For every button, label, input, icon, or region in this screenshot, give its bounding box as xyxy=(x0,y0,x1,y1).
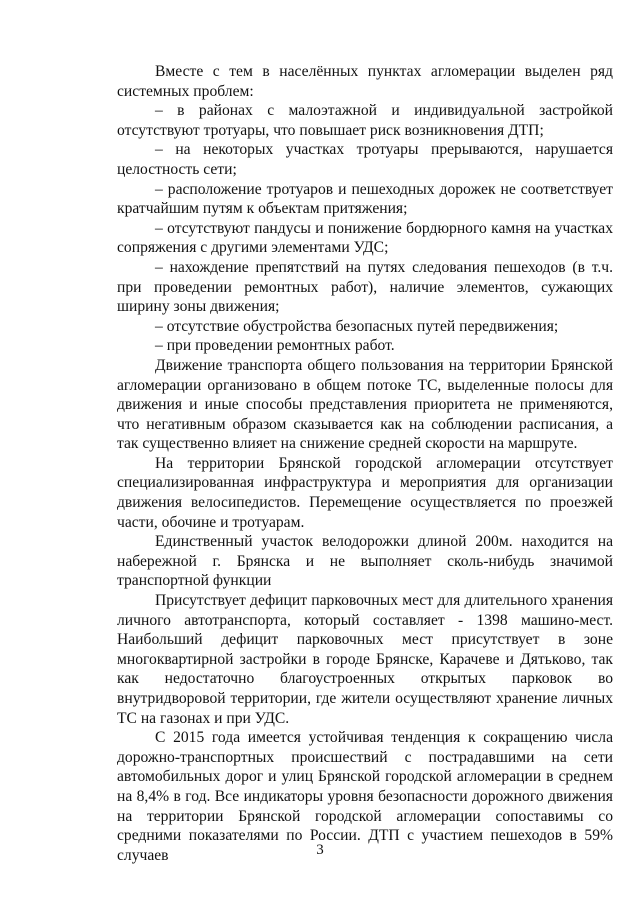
list-item-sidewalks-missing: – в районах с малоэтажной и индивидуальной застройкой отсутствуют тротуары, что повышает риск возникновения ДТП; xyxy=(117,102,613,139)
paragraph-accidents: С 2015 года имеется устойчивая тенденция к сокращению числа дорожно-транспортных происшествий с пострадавшими на сети автомобильных дорог и улиц Брянской городской агломерации в среднем на 8,4% в год. Все индикаторы уровня безопасности дорожного движения на территории Брянской городской агломерации сопоставимы со средними показателями по России. ДТП с участием пешеходов в 59% случаев xyxy=(117,729,613,864)
intro-paragraph: Вместе с тем в населённых пунктах агломерации выделен ряд системных проблем: xyxy=(117,63,613,100)
list-item-sidewalk-routes: – расположение тротуаров и пешеходных дорожек не соответствует кратчайшим путям к объектам притяжения; xyxy=(117,180,613,218)
paragraph-public-transport: Движение транспорта общего пользования на территории Брянской агломерации организовано в общем потоке ТС, выделенные полосы для движения и иные способы представления приоритета не применяются, что негативным образом сказывается как на соблюдении расписания, а так существенно влияет на снижение средней скорости на маршруте. xyxy=(117,356,613,453)
list-item-obstacles: – нахождение препятствий на путях следования пешеходов (в т.ч. при проведении ремонтных работ), наличие элементов, сужающих ширину зоны движения; xyxy=(117,258,613,316)
paragraph-parking: Присутствует дефицит парковочных мест для длительного хранения личного автотранспорта, который составляет - 1398 машино-мест. Наибольший дефицит парковочных мест присутствует в зоне многоквартирной застройки в городе Брянске, Карачеве и Дятьково, так как недостаточно благоустроенных открытых парковок во внутридворовой территории, где жители осуществляют хранение личных ТС на газонах и при УДС. xyxy=(117,592,613,727)
paragraph-cyclists: На территории Брянской городской агломерации отсутствует специализированная инфраструктура и мероприятия для организации движения велосипедистов. Перемещение осуществляется по проезжей части, обочине и тротуарам. xyxy=(117,454,613,531)
paragraph-bike-lane: Единственный участок велодорожки длиной 200м. находится на набережной г. Брянска и не выполняет сколь-нибудь значимой транспортной функции xyxy=(117,533,613,590)
list-item-repair-works: – при проведении ремонтных работ. xyxy=(155,337,395,355)
list-item-safe-paths: – отсутствие обустройства безопасных путей передвижения; xyxy=(155,317,559,335)
page-number: 3 xyxy=(316,842,324,858)
list-item-ramps-missing: – отсутствуют пандусы и понижение бордюрного камня на участках сопряжения с другими элементами УДС; xyxy=(117,219,613,257)
list-item-sidewalks-interrupted: – на некоторых участках тротуары прерываются, нарушается целостность сети; xyxy=(117,141,613,178)
document-body xyxy=(117,62,613,865)
